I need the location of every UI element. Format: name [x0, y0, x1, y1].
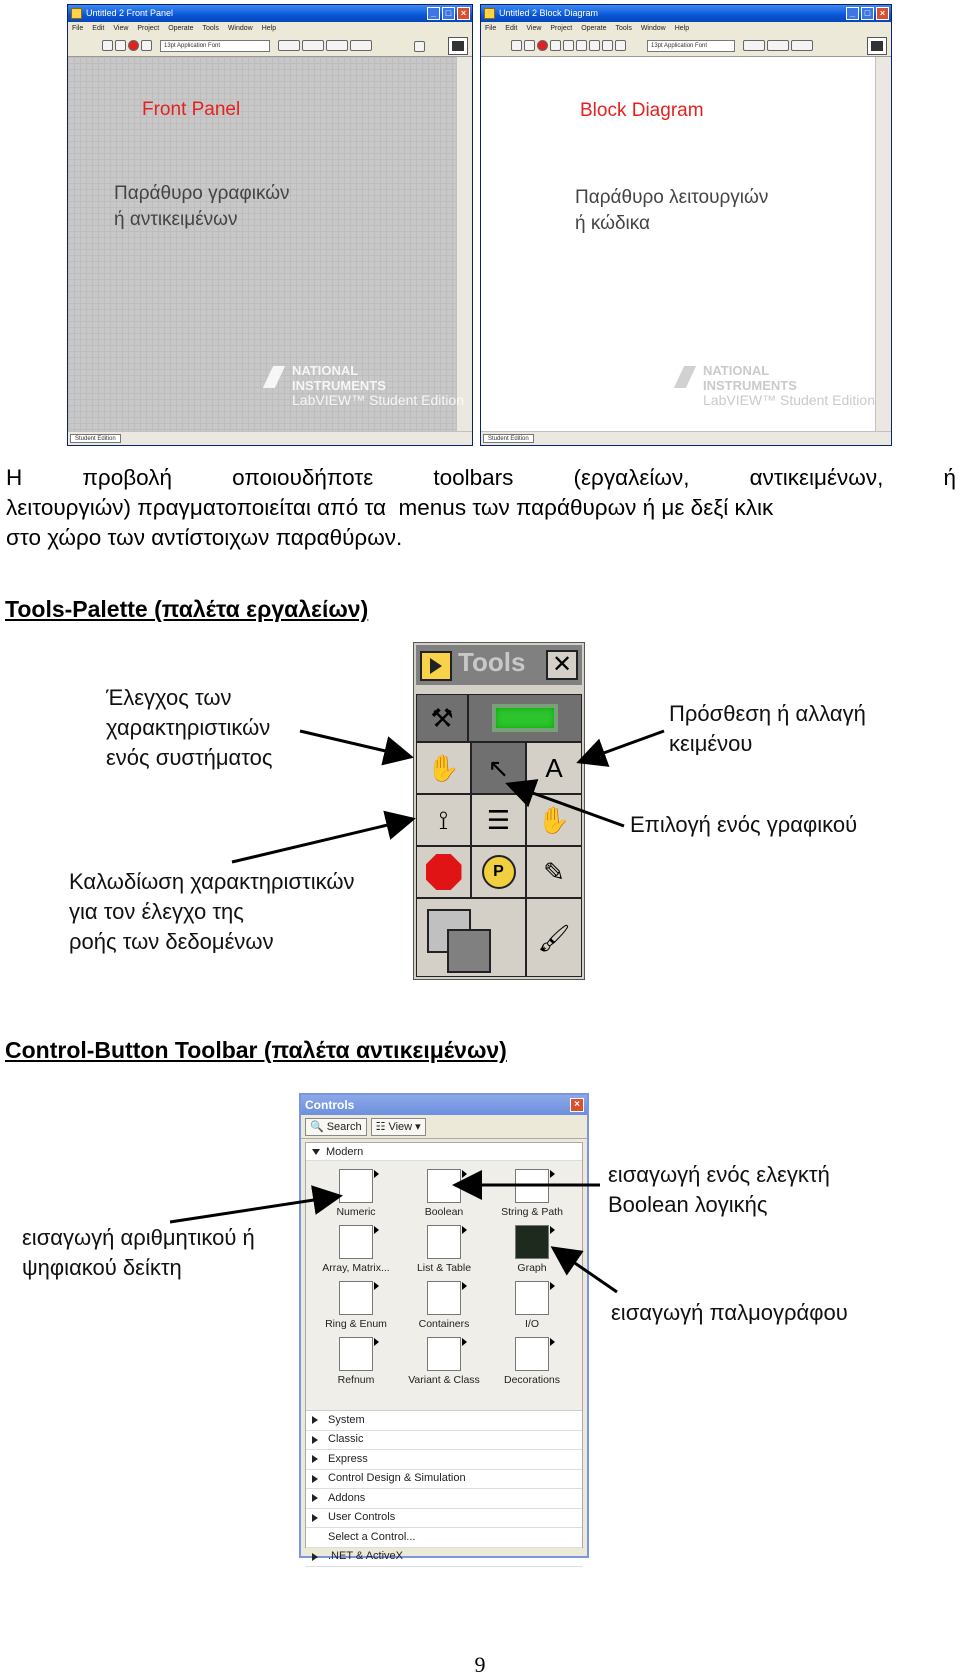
search-icon: 🔍 [310, 1121, 324, 1133]
menu-help[interactable]: Help [261, 25, 277, 32]
ni-logo: NATIONAL INSTRUMENTS LabVIEW™ Student Edition [292, 363, 464, 408]
category-control-design[interactable]: Control Design & Simulation [306, 1470, 582, 1490]
menu-view[interactable]: View [113, 25, 129, 32]
arrow-text [579, 731, 664, 762]
front-panel-description: Παράθυρο γραφικών ή αντικειμένων [114, 183, 290, 230]
callout-wire: Καλωδίωση χαρακτηριστικών για τον έλεγχο της ροής των δεδομένων [69, 869, 355, 954]
graph-control[interactable]: Graph [488, 1225, 576, 1274]
close-icon[interactable]: ✕ [546, 650, 578, 680]
string-path-control[interactable]: String & Path [488, 1169, 576, 1218]
select-a-control[interactable]: Select a Control... [306, 1528, 582, 1548]
modern-category[interactable]: Modern [306, 1143, 582, 1161]
menu-window[interactable]: Window [227, 25, 253, 32]
category-system[interactable]: System [306, 1411, 582, 1431]
view-icon: ☷ [375, 1121, 386, 1133]
callout-numeric: εισαγωγή αριθμητικού ή ψηφιακού δείκτη [22, 1225, 255, 1280]
ni-logo: NATIONAL INSTRUMENTS LabVIEW™ Student Edition [703, 363, 875, 408]
ring-enum-control[interactable]: Ring & Enum [312, 1281, 400, 1330]
callout-text: Πρόσθεση ή αλλαγή κειμένου [669, 701, 866, 756]
menu-tools[interactable]: Tools [615, 25, 632, 32]
callout-select: Επιλογή ενός γραφικού [630, 812, 858, 837]
menu-window[interactable]: Window [640, 25, 666, 32]
paintbrush-icon[interactable]: 🖌 [526, 898, 582, 977]
maximize-icon[interactable]: □ [861, 7, 874, 20]
refnum-control[interactable]: Refnum [312, 1337, 400, 1386]
position-select-icon[interactable]: ↖ [471, 742, 526, 794]
boolean-control[interactable]: Boolean [400, 1169, 488, 1218]
callout-graph: εισαγωγή παλμογράφου [611, 1300, 848, 1325]
search-button[interactable]: 🔍 Search [305, 1118, 367, 1136]
category-addons[interactable]: Addons [306, 1489, 582, 1509]
front-panel-label: Front Panel [142, 99, 241, 120]
arrow-numeric [170, 1196, 340, 1222]
paragraph-line-1: Η προβολή οποιουδήποτε toolbars (εργαλείων, αντικειμένων, ή [6, 465, 956, 490]
scroll-window-icon[interactable]: ✋ [526, 794, 582, 846]
block-diagram-label: Block Diagram [580, 100, 704, 121]
category-classic[interactable]: Classic [306, 1431, 582, 1451]
menu-help[interactable]: Help [674, 25, 690, 32]
menu-file[interactable]: File [72, 25, 84, 32]
paragraph-line-2: λειτουργιών) πραγματοποιείται από τα menus των παράθυρων ή με δεξί κλικ [6, 495, 774, 520]
minimize-icon[interactable]: _ [846, 7, 859, 20]
menu-project[interactable]: Project [137, 25, 160, 32]
numeric-control[interactable]: Numeric [312, 1169, 400, 1218]
edit-text-icon[interactable]: A [526, 742, 582, 794]
close-icon[interactable]: × [876, 7, 889, 20]
menu-file[interactable]: File [485, 25, 497, 32]
maximize-icon[interactable]: □ [442, 7, 455, 20]
category-express[interactable]: Express [306, 1450, 582, 1470]
controls-palette-title: Controls [305, 1098, 355, 1112]
category-dotnet-activex[interactable]: .NET & ActiveX [306, 1548, 582, 1568]
menu-edit[interactable]: Edit [505, 25, 518, 32]
array-matrix-control[interactable]: Array, Matrix... [312, 1225, 400, 1274]
student-edition-badge: Student Edition [70, 434, 121, 443]
menu-edit[interactable]: Edit [92, 25, 105, 32]
menu-view[interactable]: View [526, 25, 542, 32]
object-shortcut-menu-icon[interactable]: ☰ [471, 794, 526, 846]
controls-heading: Control-Button Toolbar (παλέτα αντικειμένων) [5, 1037, 507, 1063]
tools-heading: Tools-Palette (παλέτα εργαλείων) [5, 596, 369, 622]
close-icon[interactable]: × [570, 1098, 584, 1112]
probe-icon[interactable]: P [471, 846, 526, 898]
tools-palette-title: Tools [458, 647, 526, 677]
minimize-icon[interactable]: _ [427, 7, 440, 20]
page-number: 9 [474, 1652, 486, 1677]
arrow-wire [232, 819, 413, 862]
chevron-down-icon: ▾ [415, 1121, 421, 1133]
block-diagram-description: Παράθυρο λειτουργιών ή κώδικα [575, 187, 769, 234]
arrow-select [508, 784, 624, 826]
font-select[interactable]: 13pt Application Font [160, 40, 270, 52]
get-color-icon[interactable]: ✎ [526, 846, 582, 898]
io-control[interactable]: I/O [488, 1281, 576, 1330]
menu-operate[interactable]: Operate [168, 25, 194, 32]
close-icon[interactable]: × [457, 7, 470, 20]
variant-class-control[interactable]: Variant & Class [400, 1337, 488, 1386]
menu-tools[interactable]: Tools [202, 25, 219, 32]
category-user-controls[interactable]: User Controls [306, 1509, 582, 1529]
view-button[interactable]: ☷ View ▾ [371, 1118, 426, 1136]
containers-control[interactable]: Containers [400, 1281, 488, 1330]
arrow-graph [553, 1248, 617, 1292]
student-edition-badge: Student Edition [483, 434, 534, 443]
automatic-tool-icon[interactable]: ⚒ [416, 694, 468, 742]
block-diagram-title: Untitled 2 Block Diagram [499, 8, 599, 18]
arrow-operate [300, 731, 411, 757]
menu-project[interactable]: Project [550, 25, 573, 32]
front-panel-title: Untitled 2 Front Panel [86, 8, 174, 18]
callout-operate: Έλεγχος των χαρακτηριστικών ενός συστήματος [106, 685, 273, 770]
operate-value-icon[interactable]: ✋ [416, 742, 471, 794]
font-select[interactable]: 13pt Application Font [647, 40, 735, 52]
decorations-control[interactable]: Decorations [488, 1337, 576, 1386]
menu-operate[interactable]: Operate [581, 25, 607, 32]
paragraph-line-3: στο χώρο των αντίστοιχων παραθύρων. [6, 525, 403, 550]
callout-boolean: εισαγωγή ενός ελεγκτή Boolean λογικής [608, 1162, 830, 1217]
list-table-control[interactable]: List & Table [400, 1225, 488, 1274]
connect-wire-icon[interactable]: ⟟ [416, 794, 471, 846]
